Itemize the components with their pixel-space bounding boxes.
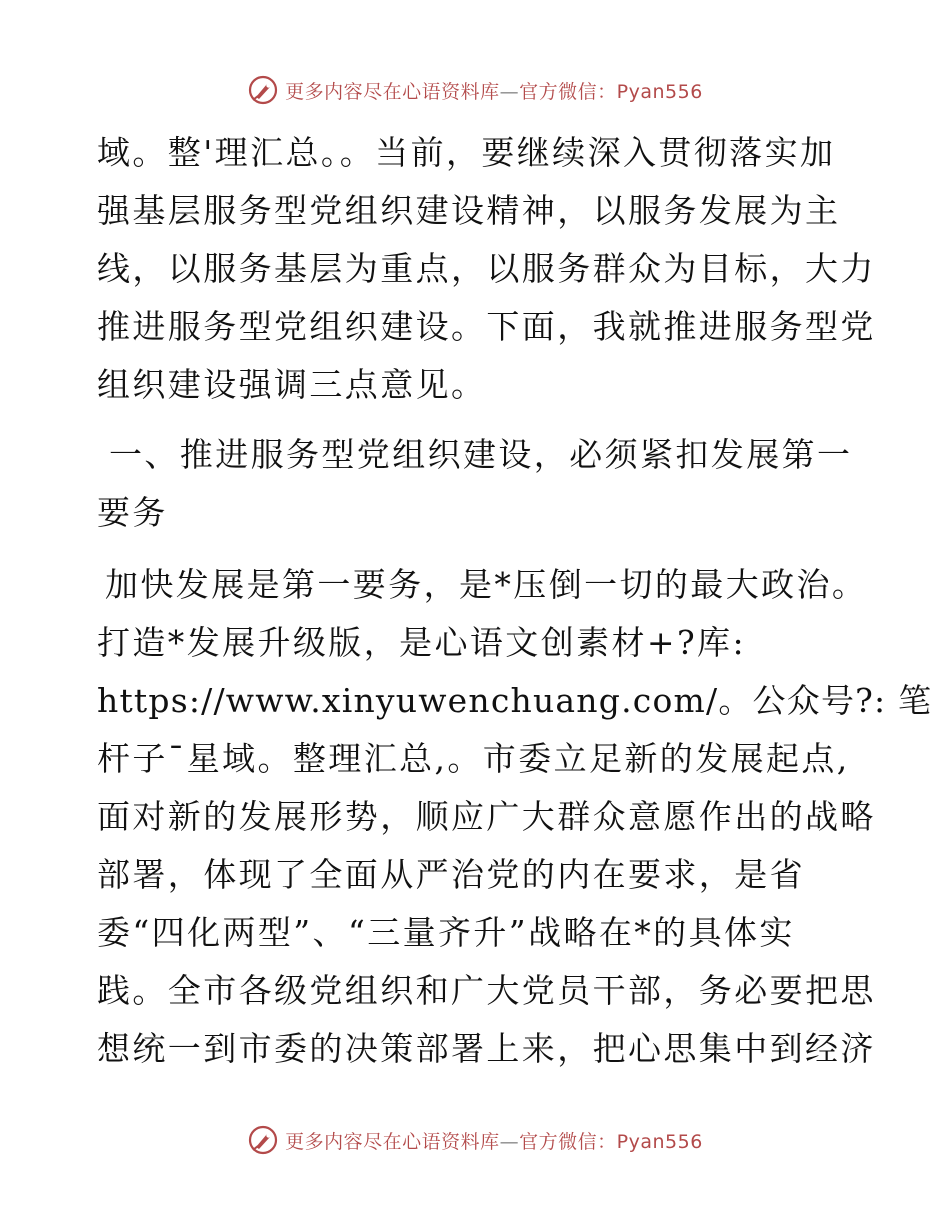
body-line: 组织建设强调三点意见。 <box>97 365 487 404</box>
header-watermark-banner <box>0 70 950 110</box>
paragraph-line: 委“四化两型”、“三量齐升”战略在*的具体实 <box>97 913 795 952</box>
footer-watermark-banner <box>0 1120 950 1160</box>
body-line: 推进服务型党组织建设。下面，我就推进服务型党 <box>97 307 876 346</box>
pen-nib-logo-icon <box>247 74 279 106</box>
paragraph-line: 杆子¯星域。整理汇总,。市委立足新的发展起点, <box>97 739 850 778</box>
body-line: 线，以服务基层为重点，以服务群众为目标，大力 <box>97 249 876 288</box>
document-body <box>97 124 933 1078</box>
paragraph-line: 打造*发展升级版，是心语文创素材+?库: <box>97 623 746 662</box>
paragraph-line: 部署，体现了全面从严治党的内在要求，是省 <box>97 855 805 894</box>
banner-text: 更多内容尽在心语资料库—官方微信：Pyan556 <box>285 1130 703 1153</box>
body-line: 域。整'理汇总。。当前，要继续深入贯彻落实加 <box>97 133 836 172</box>
body-line: 强基层服务型党组织建设精神，以服务发展为主 <box>97 191 841 230</box>
section-heading-continued: 要务 <box>97 493 168 532</box>
paragraph-line: 践。全市各级党组织和广大党员干部，务必要把思 <box>97 971 876 1010</box>
pen-nib-logo-icon <box>247 1124 279 1156</box>
banner-text: 更多内容尽在心语资料库—官方微信：Pyan556 <box>285 80 703 103</box>
section-heading: 一、推进服务型党组织建设，必须紧扣发展第一 <box>109 435 853 474</box>
paragraph-line: 面对新的发展形势，顺应广大群众意愿作出的战略 <box>97 797 876 836</box>
paragraph-line-url: https://www.xinyuwenchuang.com/。公众号?: 笔 <box>97 681 933 720</box>
paragraph-line: 想统一到市委的决策部署上来，把心思集中到经济 <box>97 1029 876 1068</box>
paragraph-line: 加快发展是第一要务，是*压倒一切的最大政治。 <box>105 565 868 604</box>
